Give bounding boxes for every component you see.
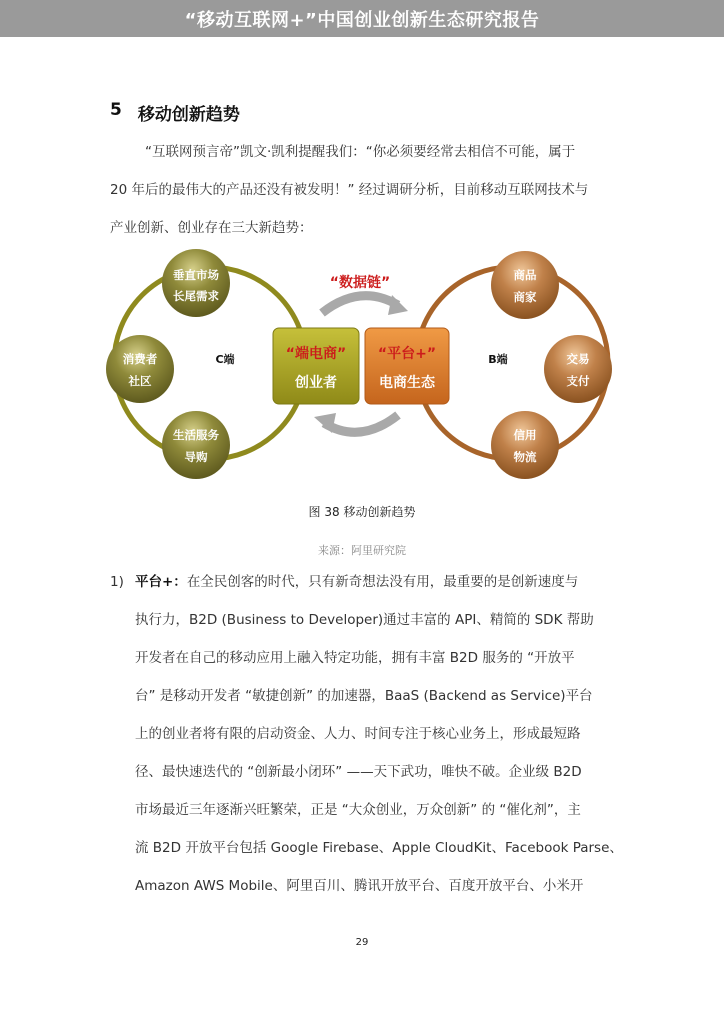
intro-paragraph: [110, 133, 616, 247]
svg-text:信用: 信用: [513, 428, 537, 442]
svg-text:“平台+”: “平台+”: [377, 346, 437, 362]
list-line: 执行力，B2D (Business to Developer)通过丰富的 API、精简的 SDK 帮助: [135, 612, 594, 628]
figure-caption: 图 38 移动创新趋势: [308, 505, 416, 519]
section-number: 5: [110, 100, 122, 120]
bubble-consumer-community: [106, 335, 174, 403]
list-line: 上的创业者将有限的启动资金、人力、时间专注于核心业务上，形成最短路: [135, 726, 581, 742]
section-title: 移动创新趋势: [137, 105, 240, 125]
c-side-label: C端: [215, 353, 235, 366]
b-side-label: B端: [488, 353, 508, 366]
list-number: 1): [110, 574, 124, 590]
bubble-goods-merchants: [491, 251, 559, 319]
svg-text:电商生态: 电商生态: [379, 375, 435, 391]
svg-text:导购: 导购: [184, 450, 208, 464]
svg-text:消费者: 消费者: [122, 352, 158, 366]
svg-text:物流: 物流: [513, 450, 537, 464]
section-heading: [110, 100, 240, 125]
end-ecommerce-box: [273, 328, 359, 404]
svg-text:长尾需求: 长尾需求: [173, 289, 219, 303]
data-chain-top-arrow-icon: [322, 295, 408, 315]
bubble-trade-payment: [544, 335, 612, 403]
svg-text:垂直市场: 垂直市场: [173, 268, 219, 282]
svg-text:支付: 支付: [566, 374, 590, 388]
list-term: 平台+：: [135, 574, 187, 590]
mobile-innovation-diagram: [100, 245, 620, 480]
list-line: 流 B2D 开放平台包括 Google Firebase、Apple CloudKit、Facebook Parse、: [135, 840, 623, 856]
svg-text:“端电商”: “端电商”: [285, 346, 347, 362]
bubble-vertical-market: [162, 249, 230, 317]
intro-line: 产业创新、创业存在三大新趋势：: [110, 220, 313, 236]
data-chain-bottom-arrow-icon: [314, 413, 398, 433]
svg-text:商品: 商品: [513, 268, 537, 282]
data-chain-label: “数据链”: [329, 275, 391, 291]
platform-plus-box: [365, 328, 449, 404]
list-line: 径、最快速迭代的 “创新最小闭环” ——天下武功，唯快不破。企业级 B2D: [135, 764, 582, 780]
svg-text:社区: 社区: [128, 374, 152, 388]
svg-text:交易: 交易: [566, 352, 590, 366]
bubble-credit-logistics: [491, 411, 559, 479]
svg-text:生活服务: 生活服务: [173, 428, 219, 442]
list-line: 开发者在自己的移动应用上融入特定功能，拥有丰富 B2D 服务的 “开放平: [135, 650, 575, 666]
list-line: 市场最近三年逐渐兴旺繁荣，正是 “大众创业，万众创新” 的 “催化剂”，主: [135, 802, 581, 818]
intro-line: 20 年后的最伟大的产品还没有被发明！” 经过调研分析，目前移动互联网技术与: [110, 182, 589, 198]
list-line: Amazon AWS Mobile、阿里百川、腾讯开放平台、百度开放平台、小米开: [135, 878, 584, 894]
svg-text:创业者: 创业者: [295, 375, 337, 391]
list-line: [135, 563, 620, 601]
intro-line: “互联网预言帝”凯文·凯利提醒我们：“你必须要经常去相信不可能，属于: [145, 144, 576, 160]
list-body: [135, 563, 623, 905]
list-line: 台” 是移动开发者 “敏捷创新” 的加速器，BaaS (Backend as Service)平台: [135, 688, 593, 704]
list-line-text: 在全民创客的时代，只有新奇想法没有用，最重要的是创新速度与: [186, 574, 579, 590]
page-number: 29: [355, 937, 369, 948]
bubble-life-services: [162, 411, 230, 479]
figure-source: 来源：阿里研究院: [318, 544, 406, 557]
svg-text:商家: 商家: [513, 290, 537, 304]
page-header-bar: [0, 0, 724, 37]
report-title: “移动互联网+”中国创业创新生态研究报告: [184, 9, 540, 31]
